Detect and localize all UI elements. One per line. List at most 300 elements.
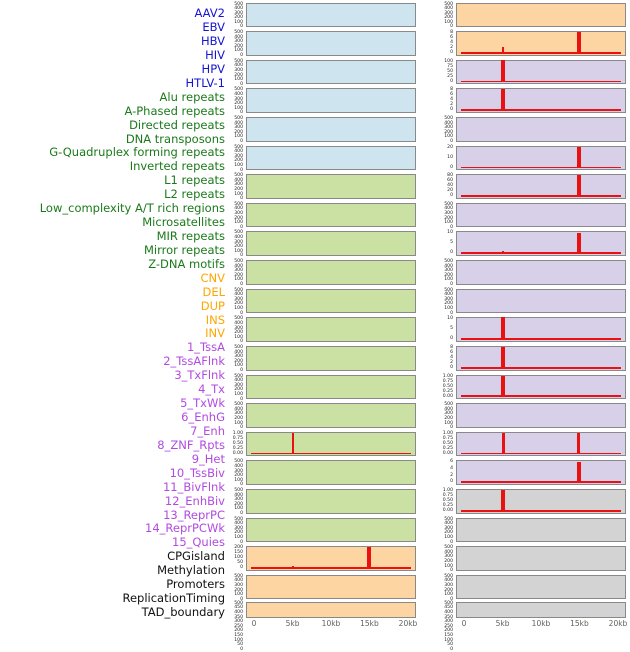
profile-panel [456,602,626,618]
y-axis-ticks [436,317,453,342]
y-axis-ticks [436,231,453,256]
y-tick: 0 [240,565,243,571]
feature-label: 15_Quies [172,535,225,550]
y-tick: 100 [234,555,243,561]
peak-spike [502,195,504,197]
feature-label: HIV [205,47,225,62]
y-axis-ticks [226,489,243,514]
y-axis-ticks [226,546,243,571]
peak-spike [501,60,505,82]
profile-panel [456,260,626,285]
y-axis-ticks [436,600,453,652]
profile-panel [456,546,626,571]
y-tick: 100 [234,277,243,283]
y-tick: 100 [444,134,453,140]
feature-label: EBV [202,20,225,35]
y-tick: 200 [234,72,243,78]
feature-label: DNA transposons [125,131,225,146]
y-tick: 1.00 [442,430,453,436]
feature-label: A-Phased repeats [124,103,225,118]
signal-baseline [461,510,621,512]
y-tick: 200 [234,415,243,421]
profile-panel [246,489,416,514]
y-tick: 500 [444,573,453,579]
y-tick: 50 [237,560,243,566]
y-tick: 200 [444,415,453,421]
y-tick: 300 [234,153,243,159]
feature-label: Promoters [166,577,225,592]
profile-panel [246,546,416,571]
y-axis-ticks [226,346,243,371]
y-axis-ticks [226,432,243,457]
signal-baseline [461,395,621,397]
y-axis-ticks [226,203,243,228]
y-tick: 100 [234,506,243,512]
y-axis-ticks [226,518,243,543]
y-tick: 100 [234,105,243,111]
y-tick: 500 [234,87,243,93]
profile-panel [456,31,626,56]
y-tick: 0.00 [442,508,453,514]
y-tick: 400 [444,549,453,555]
y-tick: 200 [234,244,243,250]
y-tick: 0 [450,282,453,288]
peak-spike [501,347,505,369]
y-axis-ticks [436,346,453,371]
y-tick: 100 [234,420,243,426]
y-axis-ticks [226,146,243,171]
y-tick: 500 [234,459,243,465]
y-tick: 500 [444,516,453,522]
y-tick: 0 [240,253,243,259]
y-tick: 200 [234,43,243,49]
profile-panel [456,460,626,485]
profile-panel [246,518,416,543]
peak-spike [577,433,580,454]
y-tick: 0 [240,367,243,373]
peak-spike [577,147,581,168]
y-tick: 400 [234,464,243,469]
y-tick: 0.75 [232,435,243,441]
y-tick: 200 [444,530,453,536]
y-tick: 0 [450,224,453,230]
peak-spike [577,175,581,196]
y-tick: 400 [444,578,453,584]
y-tick: 200 [234,301,243,307]
y-tick: 400 [234,521,243,527]
y-axis-ticks [436,88,453,113]
feature-label: 14_ReprPCWk [145,521,225,536]
y-tick: 0 [450,138,453,144]
profile-panel [246,602,416,618]
y-tick: 400 [234,91,243,97]
signal-baseline [461,167,621,169]
y-axis-ticks [226,600,243,652]
y-axis-ticks [226,117,243,142]
feature-label: G-Quadruplex forming repeats [49,145,225,160]
peak-spike [502,47,504,54]
y-tick: 300 [444,583,453,589]
y-tick: 50 [237,642,243,648]
peak-spike [577,32,581,53]
y-tick: 200 [234,587,243,593]
y-tick: 300 [234,525,243,531]
y-tick: 0 [450,646,453,652]
y-tick: 500 [234,259,243,265]
y-tick: 5 [450,240,453,246]
y-tick: 400 [234,235,243,241]
y-tick: 200 [234,501,243,507]
y-tick: 20 [447,188,453,194]
y-axis-ticks [436,289,453,314]
y-tick: 500 [234,573,243,579]
y-tick: 100 [234,77,243,83]
y-tick: 300 [234,583,243,589]
profile-panel [246,60,416,85]
y-tick: 500 [234,373,243,379]
peak-spike [501,89,505,111]
y-axis-ticks [226,402,243,431]
y-tick: 500 [234,316,243,322]
y-tick: 500 [234,115,243,121]
profile-panel [456,60,626,85]
feature-label: CPGisland [167,549,225,564]
y-tick: 300 [234,239,243,245]
feature-label: 9_Het [191,451,225,466]
x-tick-label: 5kb [495,619,510,628]
y-tick: 100 [444,592,453,598]
y-tick: 0.75 [442,378,453,384]
x-tick-label: 10kb [531,619,551,628]
y-tick: 300 [234,10,243,16]
y-tick: 200 [444,587,453,593]
y-tick: 300 [234,268,243,274]
y-tick: 0 [240,339,243,345]
feature-label: L2 repeats [164,187,225,202]
feature-label: 13_ReprPC [163,507,225,522]
profile-panel [246,260,416,285]
peak-spike [502,251,504,254]
y-tick: 0 [450,596,453,602]
feature-label: Alu repeats [159,89,225,104]
y-tick: 0 [450,568,453,574]
y-axis-ticks [226,289,243,314]
y-tick: 400 [444,6,453,12]
feature-label: Methylation [157,563,225,578]
feature-label: HTLV-1 [185,75,225,90]
profile-panel [246,117,416,142]
profile-panel [456,403,626,428]
y-tick: 200 [234,545,243,551]
y-tick: 0 [450,24,453,30]
profile-panel [246,3,416,28]
y-axis-ticks [226,230,243,259]
feature-label: 12_EnhBiv [164,493,225,508]
y-tick: 8 [450,344,453,350]
y-tick: 200 [234,387,243,393]
y-tick: 0 [240,482,243,488]
y-tick: 10 [447,154,453,160]
y-tick: 500 [234,230,243,236]
y-tick: 400 [444,206,453,212]
feature-label: L1 repeats [164,173,225,188]
y-tick: 500 [234,287,243,293]
y-tick: 0.50 [442,383,453,389]
y-tick: 0.25 [442,503,453,509]
y-tick: 0 [240,196,243,202]
y-tick: 20 [447,144,453,150]
y-tick: 400 [234,578,243,584]
y-axis-ticks [436,3,453,28]
y-tick: 0 [240,167,243,173]
y-tick: 300 [234,96,243,102]
y-tick: 400 [234,177,243,183]
y-tick: 2 [450,359,453,365]
y-tick: 1.00 [442,373,453,379]
y-tick: 100 [234,477,243,483]
y-tick: 300 [234,354,243,360]
y-tick: 500 [234,58,243,64]
y-tick: 250 [234,623,243,629]
y-axis-ticks [436,402,453,431]
y-axis-ticks [436,375,453,400]
y-tick: 0 [450,78,453,84]
y-tick: 300 [444,10,453,16]
y-tick: 100 [234,191,243,197]
x-tick-label: 0 [461,619,467,628]
y-tick: 8 [450,30,453,36]
y-tick: 0.25 [442,445,453,451]
feature-label: DUP [200,298,225,313]
y-tick: 0.75 [442,493,453,499]
profile-panel [246,203,416,228]
signal-baseline [251,453,411,455]
peak-spike [367,547,371,569]
y-axis-ticks [226,173,243,202]
y-axis-ticks [226,87,243,116]
y-tick: 250 [444,623,453,629]
y-tick: 300 [234,382,243,388]
y-tick: 400 [234,149,243,155]
y-tick: 300 [444,411,453,417]
y-tick: 500 [234,144,243,150]
y-tick: 0 [240,53,243,59]
y-tick: 200 [234,530,243,536]
y-tick: 150 [444,632,453,638]
y-tick: 500 [234,516,243,522]
y-tick: 200 [234,215,243,221]
y-axis-ticks [226,3,243,28]
y-tick: 100 [234,162,243,168]
y-tick: 10 [447,316,453,322]
feature-label: HBV [200,34,225,49]
y-tick: 0 [450,539,453,545]
peak-spike [501,490,505,511]
y-tick: 0 [240,282,243,288]
x-tick-label: 15kb [360,619,379,628]
y-tick: 100 [444,535,453,541]
y-tick: 0 [450,107,453,113]
y-tick: 500 [444,287,453,293]
y-tick: 100 [444,420,453,426]
profile-panel [456,346,626,371]
y-tick: 200 [234,129,243,135]
y-tick: 0.75 [442,435,453,441]
feature-label: Mirror repeats [143,242,225,257]
y-tick: 0.50 [442,498,453,504]
y-tick: 100 [444,19,453,25]
y-tick: 450 [234,605,243,611]
y-tick: 0 [240,110,243,116]
y-tick: 0 [240,24,243,30]
profile-panel [246,31,416,56]
y-tick: 200 [444,129,453,135]
y-tick: 4 [450,354,453,360]
feature-label: 2_TssAFlnk [163,354,225,369]
signal-baseline [461,453,621,455]
x-axis [456,619,626,631]
feature-label: Microsatellites [142,215,225,230]
feature-label: 6_EnhG [181,410,225,425]
y-tick: 100 [234,134,243,140]
y-axis-ticks [226,375,243,400]
y-tick: 150 [234,632,243,638]
y-tick: 300 [444,619,453,625]
y-tick: 500 [444,201,453,207]
feature-label: 3_TxFlnk [174,368,225,383]
y-tick: 0 [240,310,243,316]
y-tick: 200 [234,101,243,107]
y-axis-ticks [226,259,243,288]
y-tick: 500 [234,344,243,350]
y-tick: 0 [240,425,243,431]
y-tick: 100 [234,637,243,643]
y-tick: 8 [450,87,453,93]
y-tick: 100 [234,220,243,226]
y-tick: 500 [234,1,243,7]
profile-panel [246,375,416,400]
signal-baseline [461,367,621,369]
y-tick: 0 [450,364,453,370]
y-tick: 60 [447,178,453,184]
y-tick: 50 [447,642,453,648]
y-axis-ticks [436,174,453,199]
profile-panel [246,346,416,371]
profile-panel [456,203,626,228]
y-tick: 200 [444,272,453,278]
x-axis [246,619,416,631]
y-tick: 0.00 [442,450,453,456]
profile-panel [246,289,416,314]
y-tick: 5 [450,326,453,332]
y-tick: 400 [444,609,453,615]
y-axis-ticks [436,432,453,457]
y-tick: 300 [234,39,243,45]
y-tick: 100 [234,592,243,598]
y-tick: 500 [444,600,453,606]
y-tick: 300 [234,468,243,474]
signal-baseline [461,195,621,197]
y-tick: 4 [450,97,453,103]
peak-spike [577,233,581,254]
profile-panel [456,88,626,113]
y-tick: 400 [234,6,243,12]
y-tick: 400 [234,406,243,412]
profile-panel [246,460,416,485]
y-tick: 0 [450,310,453,316]
y-tick: 0 [240,396,243,402]
y-tick: 400 [234,206,243,212]
y-tick: 4 [450,40,453,46]
y-axis-ticks [436,460,453,485]
y-tick: 6 [450,35,453,41]
y-tick: 10 [447,230,453,236]
y-tick: 300 [444,268,453,274]
profile-panel [456,575,626,600]
peak-spike [501,376,505,397]
y-tick: 2 [450,102,453,108]
y-tick: 200 [234,158,243,164]
feature-label: 8_ZNF_Rpts [157,437,225,452]
x-tick-label: 5kb [285,619,300,628]
y-tick: 0 [450,164,453,170]
y-tick: 0.00 [232,450,243,456]
y-tick: 500 [234,600,243,606]
y-tick: 100 [444,306,453,312]
y-tick: 300 [234,67,243,73]
signal-baseline [461,252,621,254]
y-tick: 500 [444,402,453,408]
y-tick: 400 [444,120,453,126]
y-tick: 500 [444,259,453,265]
y-tick: 75 [447,63,453,69]
y-tick: 100 [444,637,453,643]
y-tick: 200 [234,330,243,336]
y-tick: 450 [444,605,453,611]
profile-panel [456,375,626,400]
y-tick: 200 [444,559,453,565]
profile-panel [246,88,416,113]
feature-label: 11_BivFlnk [162,479,225,494]
y-tick: 300 [444,525,453,531]
y-tick: 400 [444,521,453,527]
x-tick-label: 20kb [398,619,418,628]
peak-spike [577,462,581,483]
y-tick: 500 [234,402,243,408]
y-tick: 200 [234,15,243,21]
y-axis-ticks [436,545,453,574]
peak-spike [292,566,295,569]
feature-label: MIR repeats [156,229,225,243]
y-tick: 300 [444,211,453,217]
y-tick: 400 [234,492,243,498]
y-tick: 350 [444,614,453,620]
x-tick-label: 20kb [608,619,628,628]
y-tick: 500 [234,488,243,494]
feature-label: 4_Tx [198,382,225,397]
feature-label: Directed repeats [129,117,225,132]
feature-label: INV [205,326,225,341]
y-tick: 0.50 [232,440,243,446]
y-tick: 0 [240,138,243,144]
feature-label: Inverted repeats [129,159,225,174]
feature-label: DEL [202,284,225,299]
peak-spike [292,433,294,455]
y-tick: 100 [444,58,453,64]
y-tick: 300 [234,411,243,417]
y-tick: 300 [444,554,453,560]
y-axis-ticks [436,489,453,514]
